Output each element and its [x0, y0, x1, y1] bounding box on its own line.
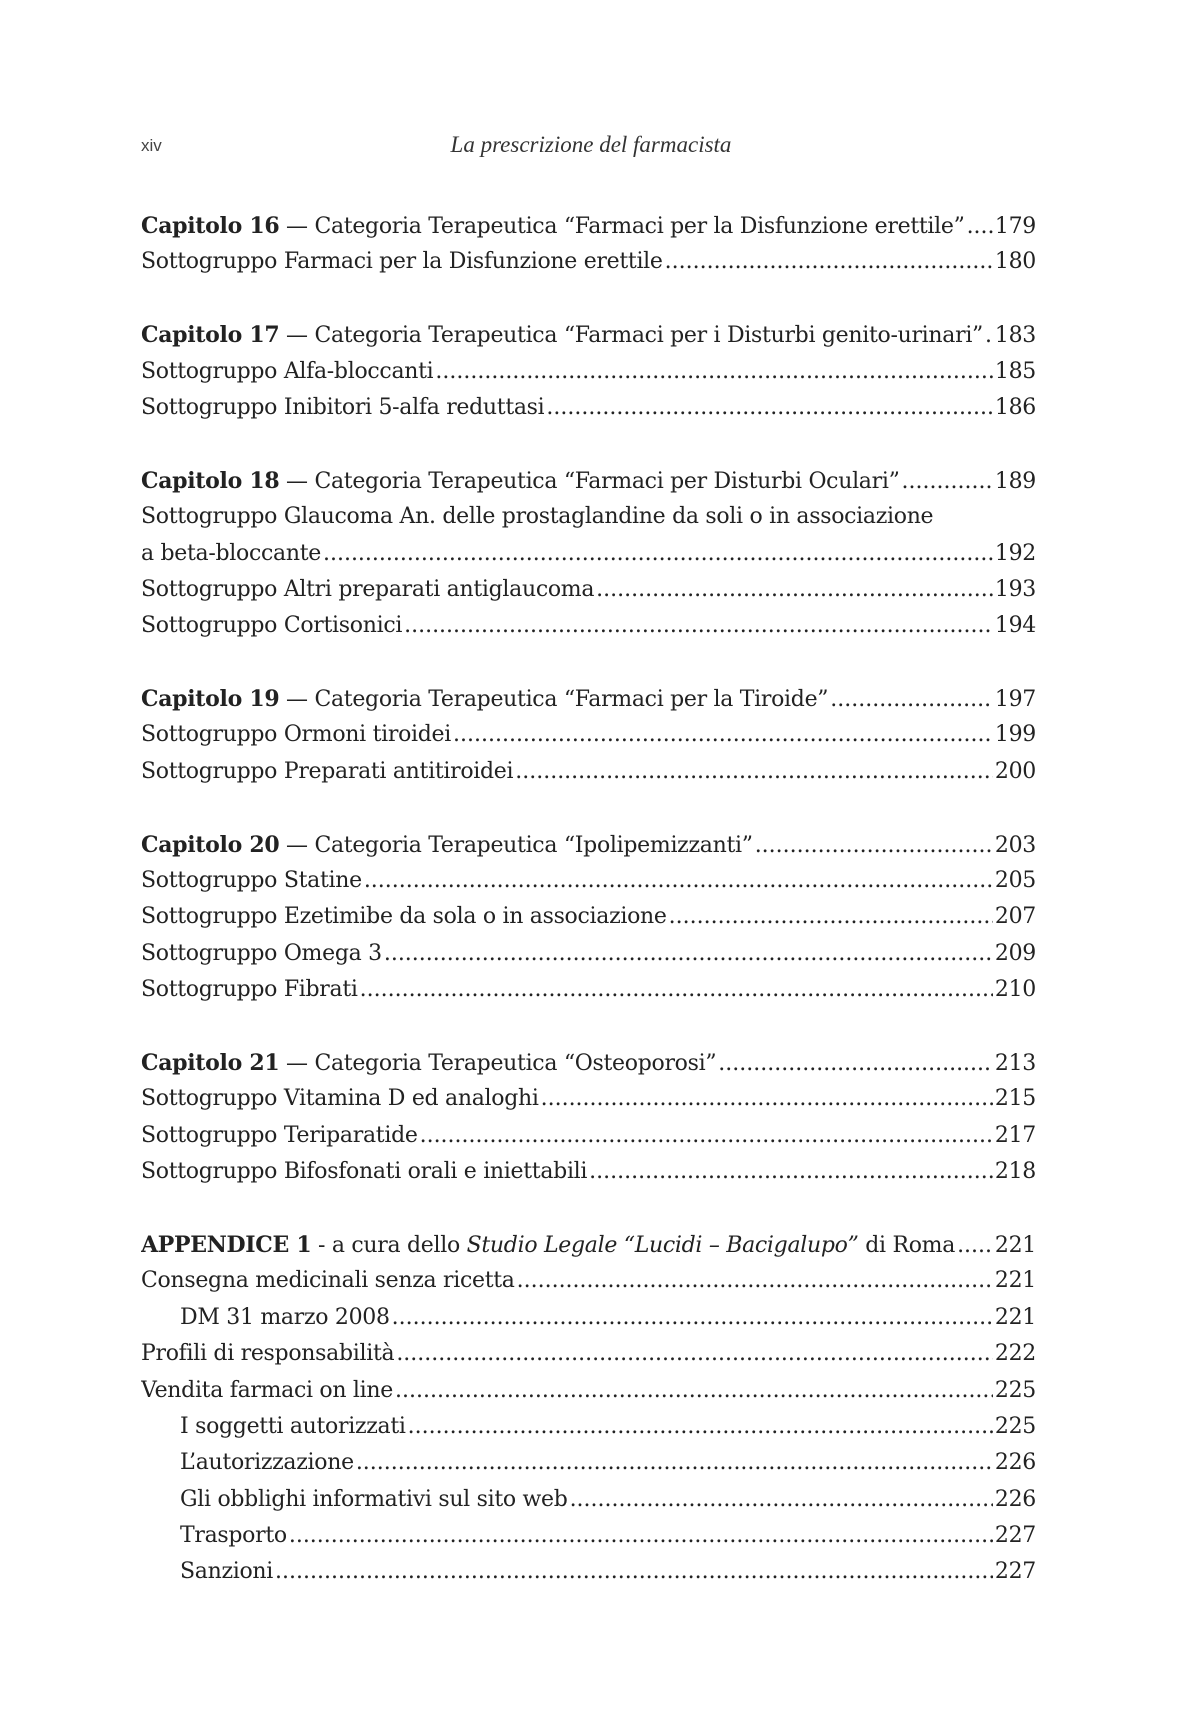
dot-leader — [384, 936, 993, 972]
page-ref: 221 — [994, 1232, 1036, 1258]
dot-leader — [755, 828, 993, 864]
toc-subgroup[interactable] — [141, 863, 1036, 899]
toc-section[interactable] — [141, 1263, 1036, 1299]
page-number: xiv — [141, 136, 162, 155]
dot-leader — [392, 1300, 993, 1336]
chapter-title: — Categoria Terapeutica “Farmaci per Disturbi Oculari” — [279, 468, 900, 494]
toc-subgroup-line[interactable] — [141, 499, 1036, 535]
subgroup-label: Sottogruppo Alfa-bloccanti — [141, 358, 434, 384]
appendix-label: APPENDICE 1 — [141, 1231, 312, 1258]
toc-subgroup[interactable] — [141, 390, 1036, 426]
dot-leader — [830, 682, 993, 718]
page-ref: 221 — [994, 1268, 1036, 1294]
dot-leader — [546, 390, 992, 426]
toc-subgroup[interactable] — [141, 899, 1036, 935]
dot-leader — [515, 754, 993, 790]
table-of-contents — [141, 208, 1036, 1591]
subgroup-label: a beta-bloccante — [141, 540, 321, 566]
subgroup-label: Sottogruppo Preparati antitiroidei — [141, 758, 514, 784]
page-ref: 225 — [994, 1413, 1036, 1439]
dot-leader — [420, 1118, 993, 1154]
subgroup-label: Sottogruppo Teriparatide — [141, 1122, 418, 1148]
page-ref: 210 — [994, 977, 1036, 1003]
dot-leader — [669, 899, 993, 935]
page-ref: 205 — [994, 868, 1036, 894]
dot-leader — [323, 536, 993, 572]
running-header — [141, 132, 1041, 162]
subsection-label: I soggetti autorizzati — [180, 1413, 406, 1439]
chapter-title: — Categoria Terapeutica “Farmaci per la Disfunzione erettile” — [279, 214, 965, 239]
page-ref: 197 — [994, 687, 1036, 713]
dot-leader — [957, 1228, 993, 1264]
page-ref: 226 — [994, 1450, 1036, 1476]
dot-leader — [408, 1409, 993, 1445]
page-ref: 221 — [994, 1304, 1036, 1330]
toc-subgroup[interactable] — [141, 754, 1036, 790]
toc-section[interactable] — [141, 1336, 1036, 1372]
page-ref: 194 — [994, 613, 1036, 639]
dot-leader — [718, 1046, 993, 1082]
subsection-label: Sanzioni — [180, 1559, 274, 1585]
chapter-number: Capitolo 17 — [141, 322, 280, 349]
page-ref: 185 — [994, 358, 1036, 384]
toc-subsection[interactable] — [141, 1445, 1036, 1481]
dot-leader — [453, 717, 993, 753]
page-ref: 189 — [994, 468, 1036, 494]
page-ref: 217 — [994, 1122, 1036, 1148]
page-ref: 203 — [994, 832, 1036, 858]
subgroup-label: Sottogruppo Cortisonici — [141, 613, 403, 639]
dot-leader — [665, 244, 993, 280]
section-label: Consegna medicinali senza ricetta — [141, 1268, 515, 1294]
appendix-post: di Roma — [858, 1232, 956, 1258]
page-ref: 227 — [994, 1559, 1036, 1585]
toc-chapter-19[interactable] — [141, 681, 1036, 717]
running-title: La prescrizione del farmacista — [450, 132, 732, 157]
subgroup-label: Sottogruppo Ormoni tiroidei — [141, 722, 451, 748]
toc-chapter-20[interactable] — [141, 827, 1036, 863]
chapter-number: Capitolo 19 — [141, 686, 280, 713]
chapter-title: — Categoria Terapeutica “Farmaci per i Disturbi genito-urinari” — [279, 323, 984, 349]
toc-chapter-17[interactable] — [141, 317, 1036, 353]
page-ref: 209 — [994, 940, 1036, 966]
dot-leader — [356, 1445, 993, 1481]
toc-subgroup[interactable] — [141, 1081, 1036, 1117]
subgroup-label: Sottogruppo Statine — [141, 868, 362, 894]
toc-subsection[interactable] — [141, 1518, 1036, 1554]
page-ref: 207 — [994, 904, 1036, 930]
chapter-title: — Categoria Terapeutica “Farmaci per la Tiroide” — [279, 687, 829, 713]
section-label: Profili di responsabilità — [141, 1341, 395, 1367]
chapter-number: Capitolo 21 — [141, 1049, 280, 1076]
toc-subgroup[interactable] — [141, 717, 1036, 753]
subgroup-label: Sottogruppo Vitamina D ed analoghi — [141, 1086, 539, 1112]
page-ref: 199 — [994, 722, 1036, 748]
page-ref: 225 — [994, 1377, 1036, 1403]
toc-appendix-1[interactable] — [141, 1227, 1036, 1263]
chapter-title: — Categoria Terapeutica “Osteoporosi” — [279, 1050, 717, 1076]
toc-section[interactable] — [141, 1373, 1036, 1409]
subsection-label: L’autorizzazione — [180, 1450, 354, 1476]
toc-subsection[interactable] — [141, 1300, 1036, 1336]
dot-leader — [902, 464, 993, 500]
page-ref: 183 — [994, 323, 1036, 349]
subgroup-label: Sottogruppo Inibitori 5-alfa reduttasi — [141, 394, 545, 420]
subsection-label: DM 31 marzo 2008 — [180, 1304, 390, 1330]
toc-subsection[interactable] — [141, 1409, 1036, 1445]
toc-chapter-21[interactable] — [141, 1045, 1036, 1081]
dot-leader — [985, 318, 993, 354]
toc-chapter-18[interactable] — [141, 463, 1036, 499]
dot-leader — [541, 1081, 993, 1117]
dot-leader — [275, 1554, 993, 1590]
dot-leader — [589, 1154, 993, 1190]
page-ref: 222 — [994, 1341, 1036, 1367]
toc-chapter-16[interactable] — [141, 208, 1036, 244]
appendix-author: Studio Legale “Lucidi – Bacigalupo” — [466, 1232, 859, 1258]
dot-leader — [396, 1336, 993, 1372]
toc-subgroup[interactable] — [141, 1154, 1036, 1190]
page-ref: 215 — [994, 1086, 1036, 1112]
dot-leader — [404, 608, 993, 644]
page-ref: 186 — [994, 394, 1036, 420]
page-ref: 200 — [994, 758, 1036, 784]
toc-subgroup[interactable] — [141, 972, 1036, 1008]
dot-leader — [360, 972, 993, 1008]
subgroup-label: Sottogruppo Altri preparati antiglaucoma — [141, 576, 595, 602]
subgroup-label: Sottogruppo Omega 3 — [141, 940, 382, 966]
page-ref: 180 — [994, 249, 1036, 275]
dot-leader — [435, 354, 993, 390]
dot-leader — [364, 863, 993, 899]
dot-leader — [289, 1518, 993, 1554]
page-ref: 192 — [994, 540, 1036, 566]
toc-subgroup[interactable] — [141, 244, 1036, 280]
page-ref: 213 — [994, 1050, 1036, 1076]
chapter-number: Capitolo 18 — [141, 467, 280, 494]
toc-subgroup[interactable] — [141, 354, 1036, 390]
chapter-title: — Categoria Terapeutica “Ipolipemizzanti” — [279, 832, 753, 858]
subgroup-label: Sottogruppo Bifosfonati orali e iniettabili — [141, 1159, 588, 1185]
toc-subgroup-continuation[interactable] — [141, 536, 1036, 572]
page-ref: 227 — [994, 1523, 1036, 1549]
toc-subgroup[interactable] — [141, 936, 1036, 972]
subgroup-label: Sottogruppo Farmaci per la Disfunzione erettile — [141, 249, 663, 275]
page-ref: 193 — [994, 576, 1036, 602]
page-ref: 226 — [994, 1486, 1036, 1512]
dot-leader — [967, 209, 993, 245]
chapter-number: Capitolo 20 — [141, 831, 280, 858]
toc-subgroup[interactable] — [141, 1118, 1036, 1154]
subgroup-label: Sottogruppo Glaucoma An. delle prostaglandine da soli o in associazione — [141, 504, 934, 530]
page-ref: 179 — [994, 214, 1036, 239]
subsection-label: Trasporto — [180, 1523, 287, 1549]
dot-leader — [395, 1373, 993, 1409]
subgroup-label: Sottogruppo Ezetimibe da sola o in associazione — [141, 904, 667, 930]
dot-leader — [570, 1482, 993, 1518]
chapter-number: Capitolo 16 — [141, 213, 280, 239]
page-ref: 218 — [994, 1159, 1036, 1185]
toc-subgroup[interactable] — [141, 608, 1036, 644]
subsection-label: Gli obblighi informativi sul sito web — [180, 1486, 568, 1512]
section-label: Vendita farmaci on line — [141, 1377, 393, 1403]
subgroup-label: Sottogruppo Fibrati — [141, 977, 358, 1003]
toc-subsection[interactable] — [141, 1482, 1036, 1518]
dot-leader — [517, 1263, 993, 1299]
toc-subsection[interactable] — [141, 1554, 1036, 1590]
toc-subgroup[interactable] — [141, 572, 1036, 608]
dot-leader — [596, 572, 993, 608]
appendix-pre: - a cura dello — [311, 1232, 467, 1258]
